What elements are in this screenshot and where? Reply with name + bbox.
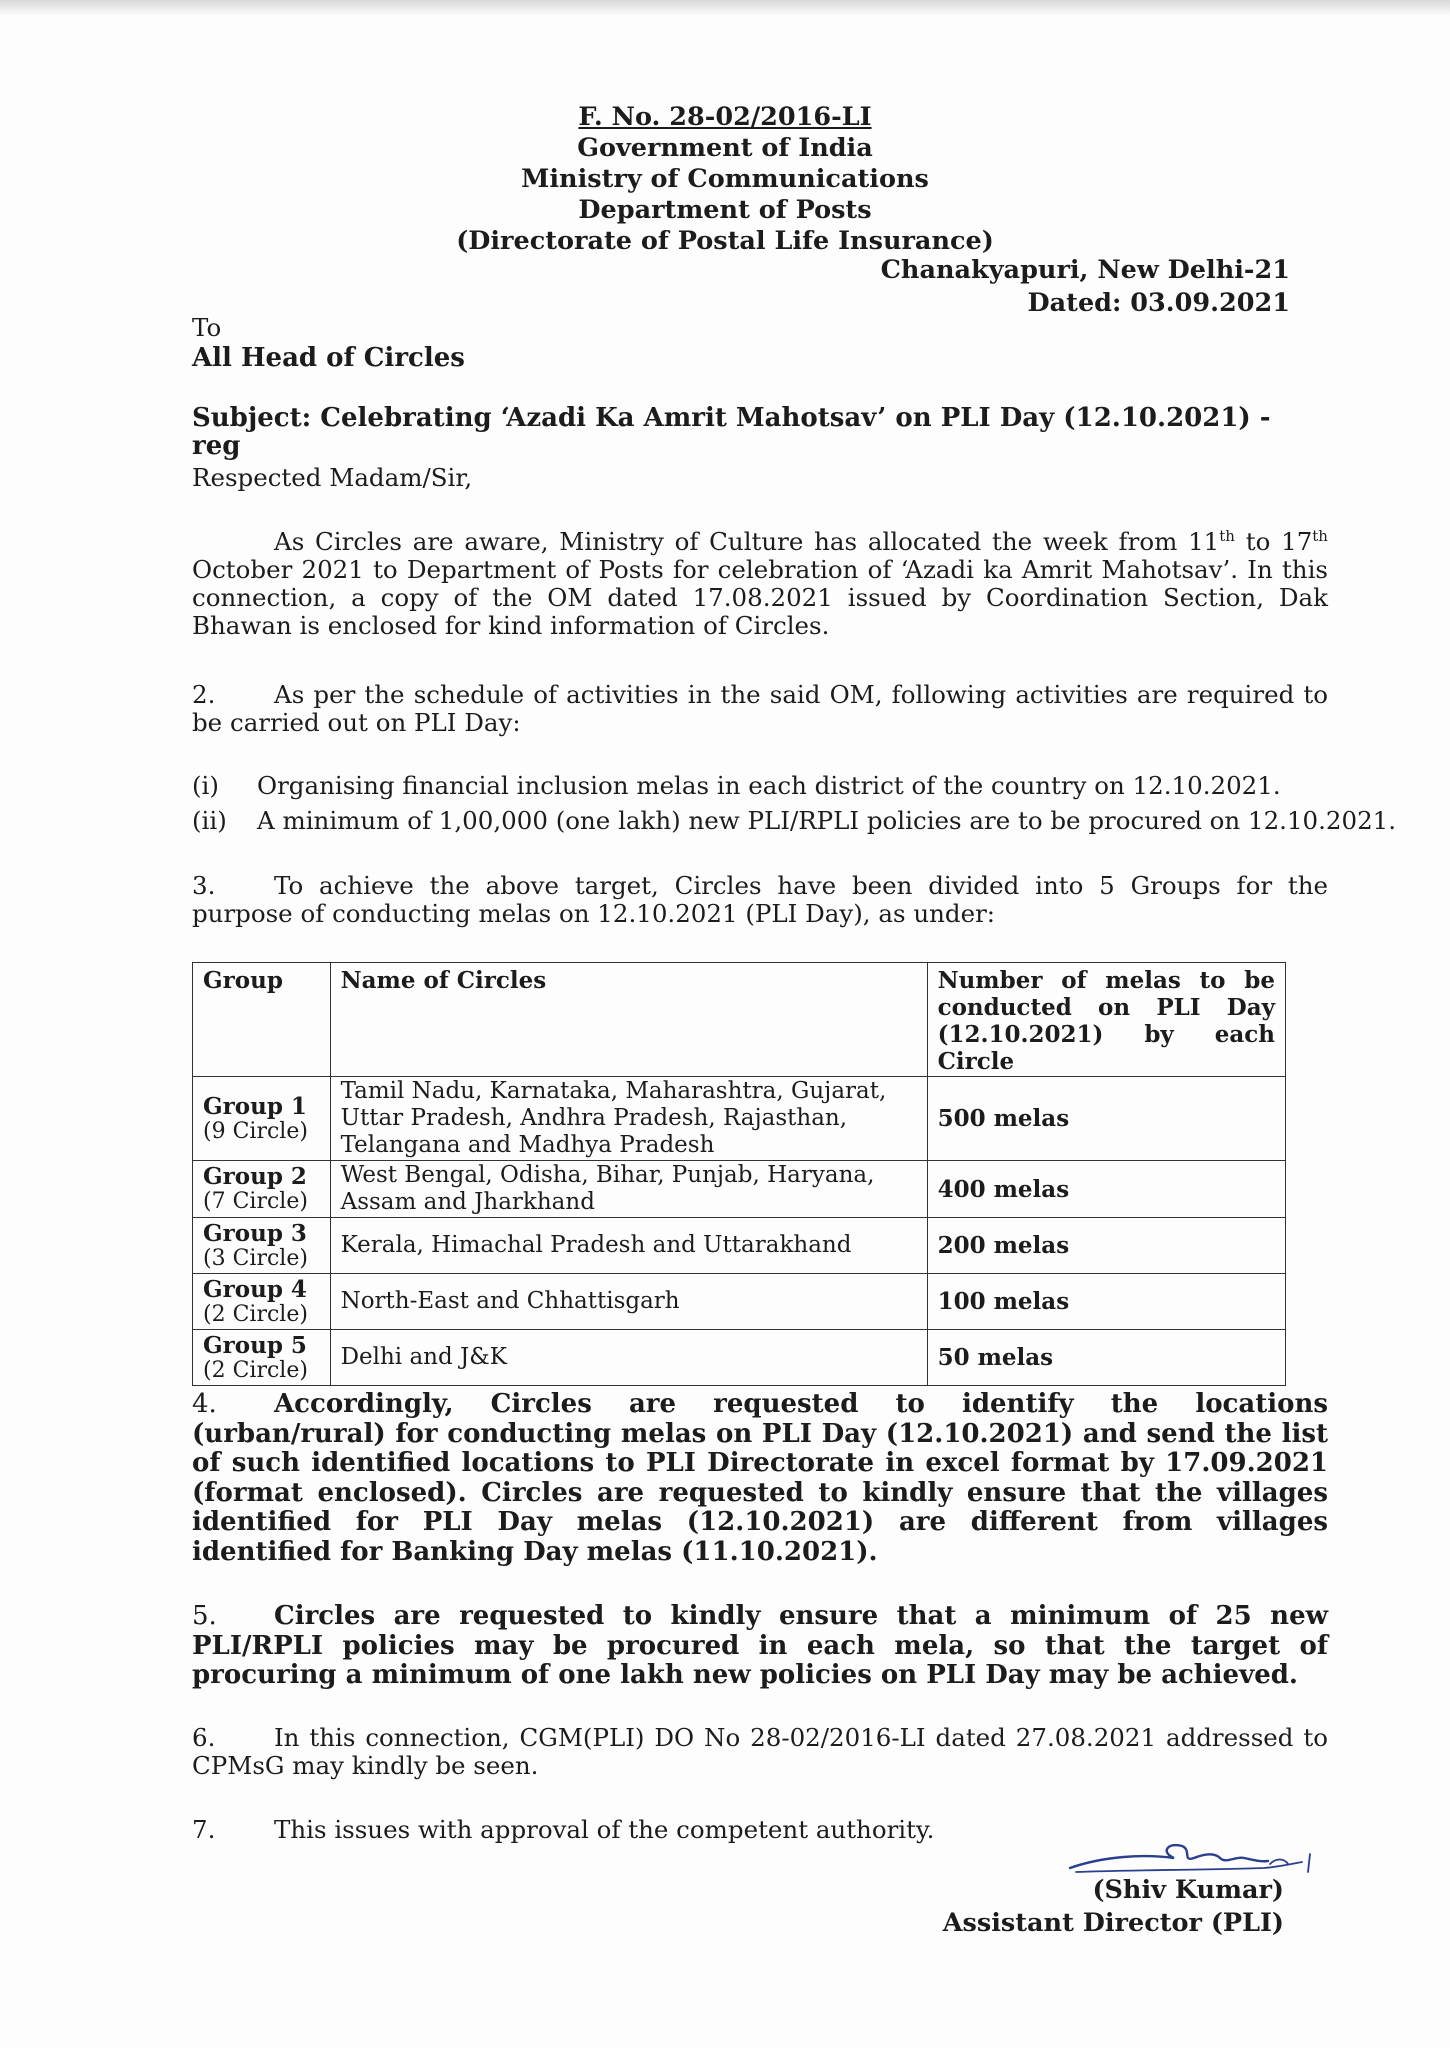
place-line: Chanakyapuri, New Delhi-21 xyxy=(880,255,1290,285)
group-count: (2 Circle) xyxy=(203,1301,308,1327)
para1-sup-b: th xyxy=(1312,526,1328,545)
scan-edge-shadow xyxy=(0,0,1450,16)
addressee: All Head of Circles xyxy=(192,343,465,373)
item-text: A minimum of 1,00,000 (one lakh) new PLI/RPLI policies are to be procured on 12.10.2021. xyxy=(257,806,1397,835)
table-row xyxy=(193,1077,1286,1161)
paragraph-text: To achieve the above target, Circles have been divided into 5 Groups for the purpose of conducting melas on 12.10.2021 (PLI Day), as under: xyxy=(192,871,1328,928)
paragraph-6 xyxy=(192,1724,1328,1780)
group-cell xyxy=(193,1077,331,1161)
group-name: Group 5 xyxy=(203,1331,307,1359)
paragraph-number: 3. xyxy=(192,871,216,900)
table-row xyxy=(193,1161,1286,1218)
paragraph-number: 7. xyxy=(192,1815,216,1844)
paragraph-2 xyxy=(192,681,1328,737)
group-count: (2 Circle) xyxy=(203,1357,308,1383)
para1-text-b: to 17 xyxy=(1234,527,1313,556)
table-row xyxy=(193,1218,1286,1274)
to-label: To xyxy=(192,313,222,342)
file-number: F. No. 28-02/2016-LI xyxy=(578,102,872,132)
group-name: Group 4 xyxy=(203,1275,307,1303)
header-group: Group xyxy=(193,963,331,1077)
subject-line: Subject: Celebrating ‘Azadi Ka Amrit Mahotsav’ on PLI Day (12.10.2021) - reg xyxy=(192,403,1271,461)
circles-cell: Tamil Nadu, Karnataka, Maharashtra, Gujarat, Uttar Pradesh, Andhra Pradesh, Rajasthan, Telangana and Madhya Pradesh xyxy=(330,1077,927,1161)
government-line: Government of India xyxy=(577,133,873,163)
paragraph-number: 5. xyxy=(192,1601,217,1631)
paragraph-text: Accordingly, Circles are requested to identify the locations (urban/rural) for conducting melas on PLI Day (12.10.2021) and send the list of such identified locations to PLI Directorate in excel format by 17.09.2021 (format enclosed). Circles are requested to kindly ensure that the villages identified for PLI Day melas (12.10.2021) are different from villages identified for Banking Day melas (11.10.2021). xyxy=(192,1389,1328,1567)
paragraph-number: 6. xyxy=(192,1723,216,1752)
header-melas: Number of melas to be conducted on PLI Day (12.10.2021) by each Circle xyxy=(927,963,1285,1077)
item-number: (ii) xyxy=(192,806,227,835)
paragraph-text: Circles are requested to kindly ensure that a minimum of 25 new PLI/RPLI policies may be procured in each mela, so that the target of procuring a minimum of one lakh new policies on PLI Day may be achieved. xyxy=(192,1601,1328,1690)
paragraph-4 xyxy=(192,1390,1328,1567)
group-cell xyxy=(193,1218,331,1274)
date-line: Dated: 03.09.2021 xyxy=(1027,288,1290,318)
table-header-row xyxy=(193,963,1286,1077)
paragraph-text: In this connection, CGM(PLI) DO No 28-02/2016-LI dated 27.08.2021 addressed to CPMsG may kindly be seen. xyxy=(192,1723,1328,1780)
circles-cell: Kerala, Himachal Pradesh and Uttarakhand xyxy=(330,1218,927,1274)
para1-sup-a: th xyxy=(1219,526,1235,545)
circles-cell: North-East and Chhattisgarh xyxy=(330,1274,927,1330)
paragraph-text: This issues with approval of the competent authority. xyxy=(274,1815,935,1844)
item-text: Organising financial inclusion melas in each district of the country on 12.10.2021. xyxy=(257,771,1281,800)
para1-text-c: October 2021 to Department of Posts for celebration of ‘Azadi ka Amrit Mahotsav’. In this connection, a copy of the OM dated 17.08.2021 issued by Coordination Section, Dak Bhawan is enclosed for kind information of Circles. xyxy=(192,555,1328,640)
paragraph-number: 4. xyxy=(192,1389,217,1419)
item-number: (i) xyxy=(192,771,219,800)
circles-cell: Delhi and J&K xyxy=(330,1330,927,1386)
department-line: Department of Posts xyxy=(578,195,872,225)
ministry-line: Ministry of Communications xyxy=(521,164,929,194)
group-cell xyxy=(193,1274,331,1330)
group-cell xyxy=(193,1161,331,1218)
directorate-line: (Directorate of Postal Life Insurance) xyxy=(456,226,994,256)
activity-item xyxy=(192,806,1396,836)
header-circles: Name of Circles xyxy=(330,963,927,1077)
group-name: Group 3 xyxy=(203,1219,307,1247)
group-name: Group 1 xyxy=(203,1092,307,1120)
paragraph-number: 2. xyxy=(192,680,216,709)
signatory-designation: Assistant Director (PLI) xyxy=(942,1908,1284,1938)
paragraph-text: As per the schedule of activities in the said OM, following activities are required to be carried out on PLI Day: xyxy=(192,680,1328,737)
paragraph-1 xyxy=(192,528,1328,640)
group-cell xyxy=(193,1330,331,1386)
group-count: (3 Circle) xyxy=(203,1245,308,1271)
table-row xyxy=(193,1274,1286,1330)
circles-cell: West Bengal, Odisha, Bihar, Punjab, Haryana, Assam and Jharkhand xyxy=(330,1161,927,1218)
group-name: Group 2 xyxy=(203,1163,307,1190)
group-count: (9 Circle) xyxy=(203,1118,308,1144)
letter-header xyxy=(0,102,1450,257)
melas-cell: 100 melas xyxy=(927,1274,1285,1330)
signatory-block xyxy=(943,1874,1284,1940)
table-row xyxy=(193,1330,1286,1386)
paragraph-3 xyxy=(192,872,1328,928)
melas-cell: 200 melas xyxy=(927,1218,1285,1274)
melas-cell: 50 melas xyxy=(927,1330,1285,1386)
salutation: Respected Madam/Sir, xyxy=(192,463,473,492)
para1-text-a: As Circles are aware, Ministry of Culture has allocated the week from 11 xyxy=(274,527,1220,556)
group-count: (7 Circle) xyxy=(203,1189,308,1214)
place-date-block xyxy=(881,254,1290,320)
melas-cell: 400 melas xyxy=(927,1161,1285,1218)
melas-group-table xyxy=(192,962,1286,1386)
melas-cell: 500 melas xyxy=(927,1077,1285,1161)
activity-item xyxy=(192,771,1281,801)
paragraph-5 xyxy=(192,1602,1328,1691)
signatory-name: (Shiv Kumar) xyxy=(1092,1875,1284,1905)
